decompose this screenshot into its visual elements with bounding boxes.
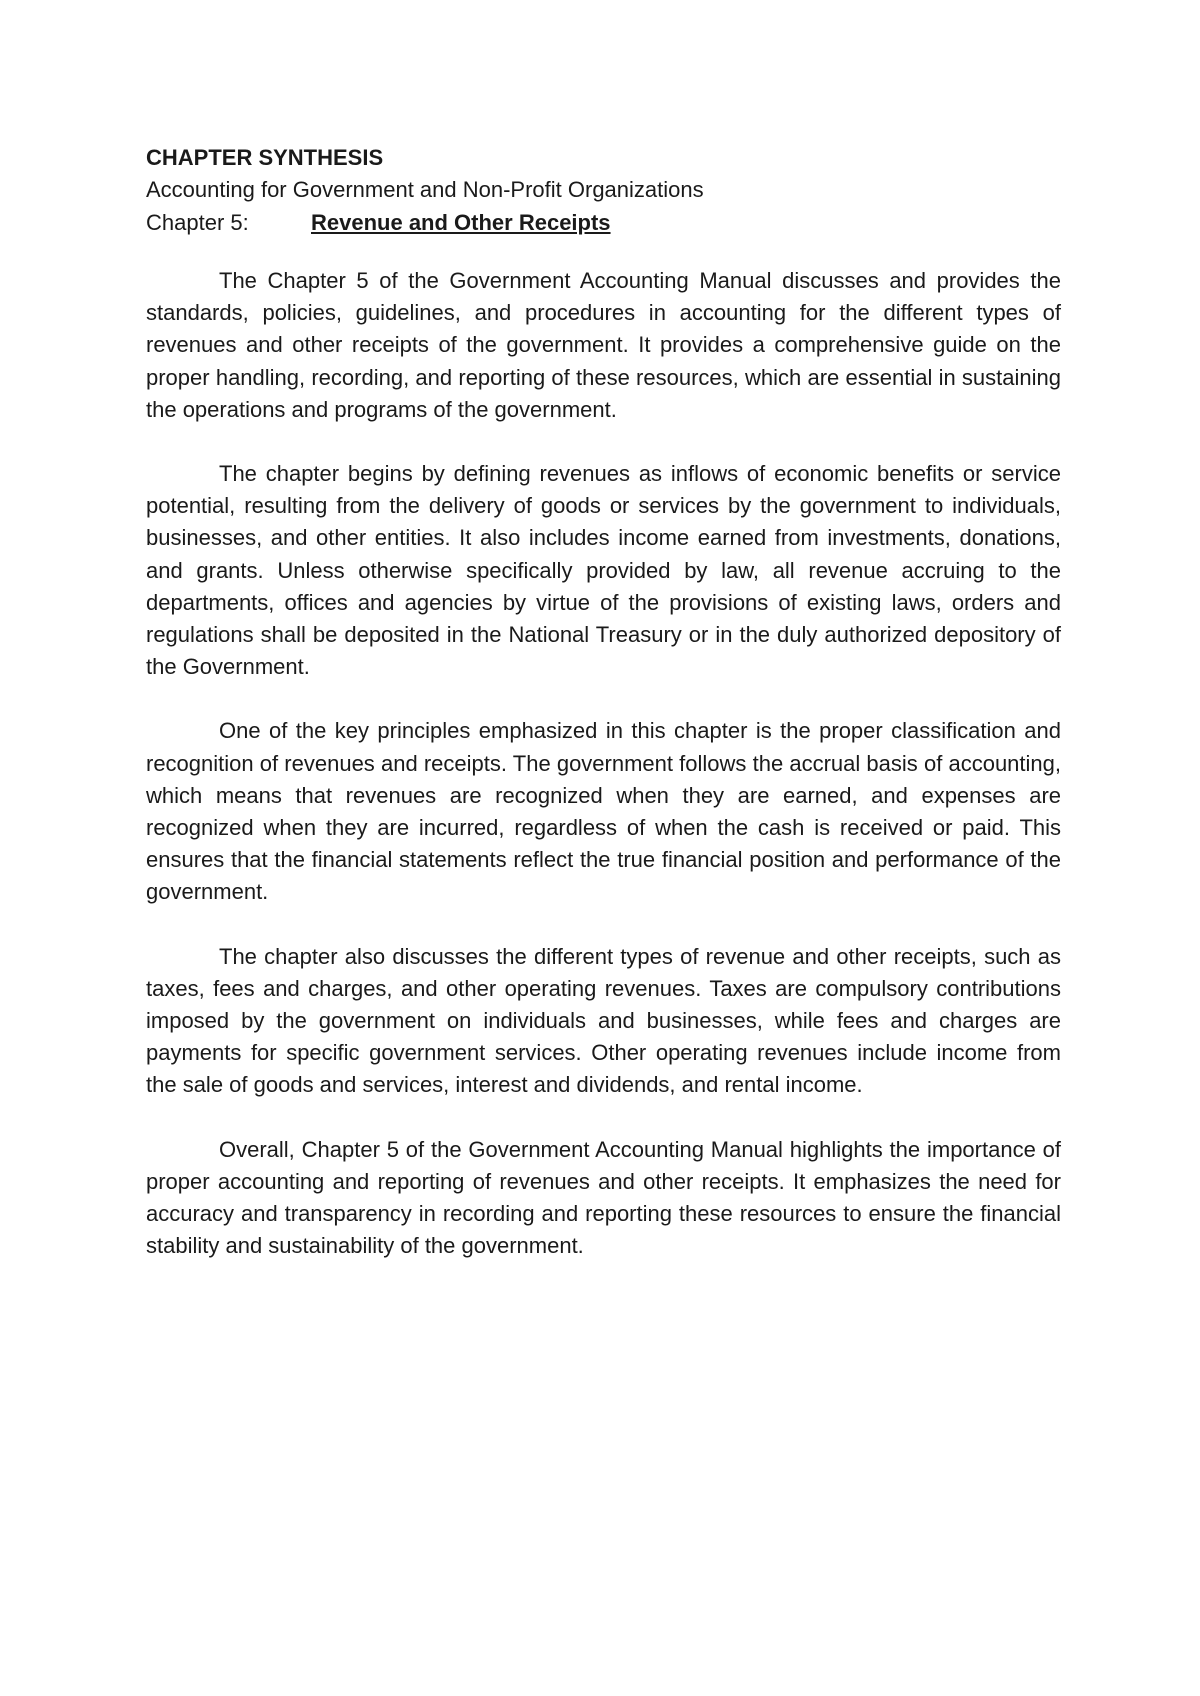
paragraph-key-principles: One of the key principles emphasized in this chapter is the proper classification and recognition of revenues and receipts. The government follows the accrual basis of accounting, which means that revenues are recognized when they are earned, and expenses are recognized when they are incurred, regardless of when the cash is received or paid. This ensures that the financial statements reflect the true financial position and performance of the government. [146, 718, 1061, 905]
paragraph-revenue-types: The chapter also discusses the different types of revenue and other receipts, such as taxes, fees and charges, and other operating revenues. Taxes are compulsory contributions imposed by the government on individuals and businesses, while fees and charges are payments for specific government services. Other operating revenues include income from the sale of goods and services, interest and dividends, and rental income. [146, 943, 1061, 1098]
chapter-name: Revenue and Other Receipts [311, 210, 611, 235]
document-subtitle: Accounting for Government and Non-Profit Organizations [146, 177, 704, 202]
paragraph-conclusion: Overall, Chapter 5 of the Government Accounting Manual highlights the importance of proper accounting and reporting of revenues and other receipts. It emphasizes the need for accuracy and transparency in recording and reporting these resources to ensure the financial stability and sustainability of the government. [146, 1136, 1061, 1259]
paragraph-intro: The Chapter 5 of the Government Accounting Manual discusses and provides the standards, policies, guidelines, and procedures in accounting for the different types of revenues and other receipts of the government. It provides a comprehensive guide on the proper handling, recording, and reporting of these resources, which are essential in sustaining the operations and programs of the government. [146, 268, 1061, 422]
document-body [146, 142, 1061, 1294]
paragraph-revenue-definition: The chapter begins by defining revenues as inflows of economic benefits or service potential, resulting from the delivery of goods or services by the government to individuals, businesses, and other entities. It also includes income earned from investments, donations, and grants. Unless otherwise specifically provided by law, all revenue accruing to the departments, offices and agencies by virtue of the provisions of existing laws, orders and regulations shall be deposited in the National Treasury or in the duly authorized depository of the Government. [146, 461, 1061, 680]
document-title: CHAPTER SYNTHESIS [146, 145, 384, 170]
chapter-label: Chapter 5: [146, 210, 249, 235]
chapter-heading [146, 206, 1061, 239]
